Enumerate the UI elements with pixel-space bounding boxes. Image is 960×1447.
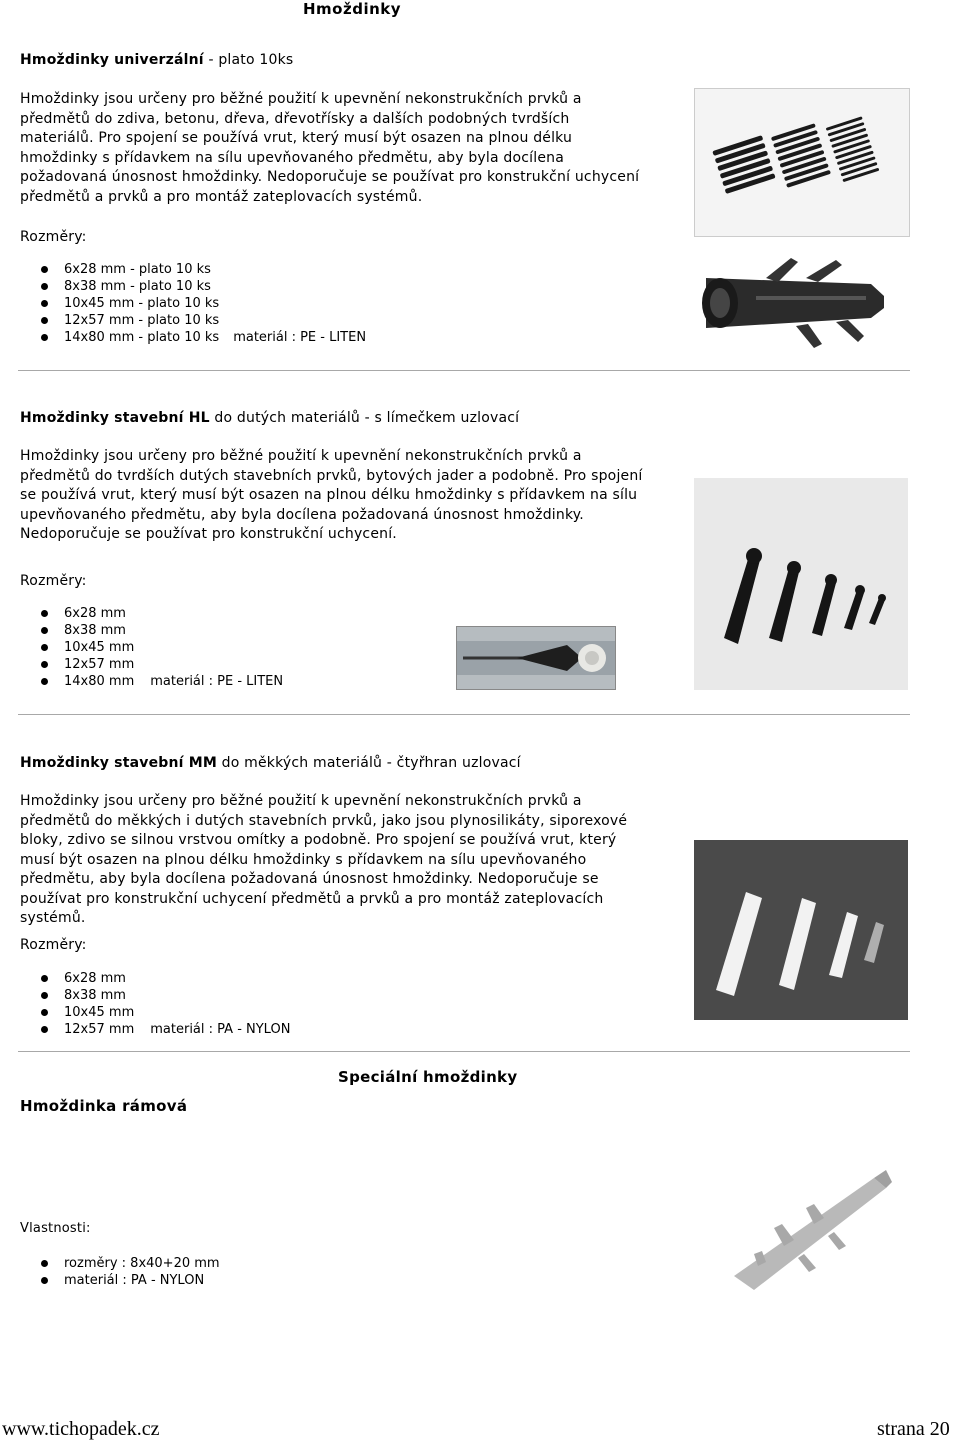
section-2-title-rest: do dutých materiálů - s límečkem uzlovací: [209, 410, 520, 426]
section-1-title-bold: Hmoždinky univerzální: [20, 52, 204, 68]
section-3-description: Hmoždinky jsou určeny pro běžné použití k upevnění nekonstrukčních prvků a předmětů do měkkých i dutých stavebních prvků, jako jsou plynosilikáty, siporexové bloky, zdivo se silnou vrstvou omítky a podobně. Pro spojení se používá vrut, který musí být osazen na plnou délku hmoždinky s přídavkem na sílu upevňovaného předmětu, aby byla docílena požadovaná únosnost hmoždinky. Nedoporučuje se používat pro konstrukční uchycení předmětů a prvků a pro montáž zateplovacích systémů.: [20, 793, 628, 926]
list-item: 14x80 mm - plato 10 ks materiál : PE - LITEN: [20, 329, 366, 346]
photo5-graphic: [694, 840, 908, 1020]
section-1-title-rest: - plato 10ks: [203, 52, 294, 68]
section-3-material: materiál : PA - NYLON: [150, 1022, 291, 1037]
section-3-dims-label: Rozměry:: [20, 937, 87, 953]
list-item: 12x57 mm materiál : PA - NYLON: [20, 1021, 290, 1038]
list-item: 10x45 mm: [20, 1004, 290, 1021]
product-photo-hl-installed: [456, 626, 616, 690]
divider: [18, 1051, 910, 1052]
special-props-label: Vlastnosti:: [20, 1221, 91, 1236]
footer-website[interactable]: www.tichopadek.cz: [2, 1418, 160, 1440]
product-photo-mm: [694, 840, 908, 1020]
product-photo-hl: [694, 478, 908, 690]
section-3-title: [20, 754, 521, 774]
section-2-title-bold: Hmoždinky stavební HL: [20, 410, 210, 426]
section-3-list: [20, 970, 290, 1038]
list-item: materiál : PA - NYLON: [20, 1272, 220, 1289]
section-2-description: Hmoždinky jsou určeny pro běžné použití k upevnění nekonstrukčních prvků a předmětů do tvrdších dutých stavebních prvků, bytových jader a podobně. Pro spojení se používá vrut, který musí být osazen na plnou délku hmoždinky s přídavkem na sílu upevňovaného předmětu, aby byla docílena požadovaná únosnost hmoždinky. Nedoporučuje se používat pro konstrukční uchycení.: [20, 448, 643, 542]
page-title: Hmoždinky: [303, 0, 402, 18]
product-photo-anchor-closeup: [696, 256, 890, 350]
list-item: 12x57 mm: [20, 656, 283, 673]
special-list: [20, 1255, 220, 1289]
product-photo-frame: [694, 1158, 908, 1308]
photo1-graphic: [695, 89, 909, 236]
list-item: rozměry : 8x40+20 mm: [20, 1255, 220, 1272]
list-item: 6x28 mm: [20, 605, 283, 622]
list-item: 8x38 mm: [20, 987, 290, 1004]
section-2-title: [20, 409, 519, 429]
photo4-graphic: [457, 627, 615, 689]
section-1-list: [20, 261, 366, 346]
divider: [18, 370, 910, 371]
photo6-graphic: [694, 1158, 908, 1308]
list-item: 12x57 mm - plato 10 ks: [20, 312, 366, 329]
list-item: 10x45 mm: [20, 639, 283, 656]
photo3-graphic: [694, 478, 908, 690]
list-item: 8x38 mm: [20, 622, 283, 639]
divider: [18, 714, 910, 715]
section-2-material: materiál : PE - LITEN: [150, 674, 284, 689]
section-1-description: Hmoždinky jsou určeny pro běžné použití k upevnění nekonstrukčních prvků a předmětů do zdiva, betonu, dřeva, dřevotřísky a dalších podobných tvrdších materiálů. Pro spojení se používá vrut, který musí být osazen na plnou délku hmoždinky s přídavkem na sílu upevňovaného předmětu, aby byla docílena požadovaná únosnost hmoždinky. Nedoporučuje se používat pro konstrukční uchycení předmětů a prvků a pro montáž zateplovacích systémů.: [20, 91, 640, 205]
special-heading: Speciální hmoždinky: [338, 1068, 518, 1086]
list-item: 6x28 mm - plato 10 ks: [20, 261, 366, 278]
section-1-title: [20, 51, 293, 71]
section-1-dims-label: Rozměry:: [20, 229, 87, 245]
footer-page-number: strana 20: [877, 1418, 950, 1440]
product-photo-universal: [694, 88, 910, 237]
section-3-title-bold: Hmoždinky stavební MM: [20, 755, 217, 771]
list-item: 8x38 mm - plato 10 ks: [20, 278, 366, 295]
section-2-list: [20, 605, 283, 690]
list-item: 6x28 mm: [20, 970, 290, 987]
section-3-title-rest: do měkkých materiálů - čtyřhran uzlovací: [217, 755, 521, 771]
photo2-graphic: [696, 256, 890, 350]
section-1-material: materiál : PE - LITEN: [233, 330, 367, 345]
list-item: 14x80 mm materiál : PE - LITEN: [20, 673, 283, 690]
section-2-dims-label: Rozměry:: [20, 573, 87, 589]
list-item: 10x45 mm - plato 10 ks: [20, 295, 366, 312]
special-title: Hmoždinka rámová: [20, 1097, 188, 1115]
